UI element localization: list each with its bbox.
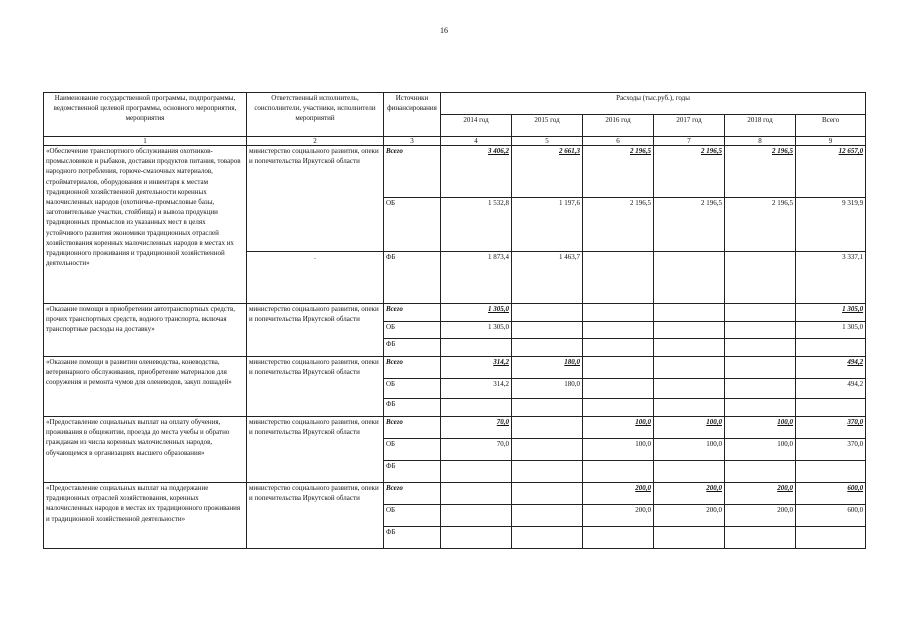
value-cell: 600,0 [796,483,866,505]
value-cell: 1 532,8 [441,198,512,252]
column-number: 7 [654,137,725,146]
value-cell: 1 873,4 [441,252,512,304]
value-cell [796,527,866,549]
table-row [44,357,866,379]
value-cell: 2 661,3 [512,146,583,198]
source-label: ОБ [384,439,441,461]
value-cell [512,527,583,549]
value-cell [654,322,725,339]
value-cell [654,379,725,399]
value-cell: 200,0 [583,505,654,527]
value-cell: 2 196,5 [654,198,725,252]
value-cell: 200,0 [583,483,654,505]
header-year: 2016 год [583,115,654,137]
value-cell [441,339,512,357]
value-cell [796,461,866,483]
value-cell: 1 305,0 [796,304,866,322]
value-cell: 9 319,9 [796,198,866,252]
value-cell: 1 463,7 [512,252,583,304]
value-cell [796,399,866,417]
value-cell [512,483,583,505]
column-number: 4 [441,137,512,146]
source-label: Всего [384,417,441,439]
mark-cell: . [247,252,384,304]
value-cell: 12 657,0 [796,146,866,198]
value-cell [583,379,654,399]
value-cell [583,252,654,304]
source-label: Всего [384,483,441,505]
value-cell: 2 196,5 [725,146,796,198]
value-cell [725,339,796,357]
value-cell [725,252,796,304]
value-cell [583,339,654,357]
table-row [44,304,866,322]
value-cell [654,304,725,322]
program-name: «Оказание помощи в развитии оленеводства, коневодства, ветеринарного обслуживания, приобретение материалов для сооружения и ремонта чумов для оленеводов, закуп лошадей» [44,357,247,417]
value-cell [441,483,512,505]
value-cell [512,339,583,357]
value-cell: 3 337,1 [796,252,866,304]
column-number: 1 [44,137,247,146]
value-cell [512,399,583,417]
value-cell: 100,0 [725,417,796,439]
source-label: ОБ [384,198,441,252]
source-label: ФБ [384,252,441,304]
source-label: Всего [384,357,441,379]
value-cell [441,399,512,417]
value-cell [654,252,725,304]
value-cell: 200,0 [654,505,725,527]
value-cell [583,527,654,549]
value-cell: 70,0 [441,417,512,439]
column-number: 3 [384,137,441,146]
value-cell [512,505,583,527]
value-cell [583,399,654,417]
value-cell [512,322,583,339]
source-label: ОБ [384,379,441,399]
value-cell [583,322,654,339]
value-cell [654,357,725,379]
header-sources: Источники финансирования [384,93,441,137]
value-cell: 2 196,5 [725,198,796,252]
value-cell [725,304,796,322]
value-cell [512,461,583,483]
value-cell: 1 197,6 [512,198,583,252]
column-number-row [44,137,866,146]
value-cell [654,461,725,483]
value-cell: 3 406,2 [441,146,512,198]
table-row [44,483,866,505]
header-expenses: Расходы (тыс.руб.), годы [441,93,866,115]
header-total: Всего [796,115,866,137]
value-cell: 2 196,5 [583,198,654,252]
column-number: 9 [796,137,866,146]
value-cell: 100,0 [654,417,725,439]
column-number: 2 [247,137,384,146]
header-executor: Ответственный исполнитель, соисполнители, участники, исполнители мероприятий [247,93,384,137]
executor-name: министерство социального развития, опеки и попечительства Иркутской области [247,304,384,357]
program-name: «Оказание помощи в приобретении автотранспортных средств, прочих транспортных средств, водного транспорта, включая транспортные расходы на доставку» [44,304,247,357]
table-row [44,417,866,439]
source-label: ФБ [384,527,441,549]
program-name: «Обеспечение транспортного обслуживания охотников-промысловиков и рыбаков, доставки продуктов питания, товаров народного потребления, горюче-смазочных материалов, стройматериалов, оборудования и инвентаря к местам традиционной хозяйственной деятельности коренных малочисленных народов (охотничье-промысловые базы, заготовительные участки, стойбища) и вывоза продукции традиционных промыслов из указанных мест в целях устойчивого развития экономики традиционных отраслей хозяйствования коренных малочисленных народов в местах их традиционного проживания и традиционной хозяйственной деятельности» [44,146,247,304]
value-cell: 2 196,5 [654,146,725,198]
source-label: ФБ [384,339,441,357]
value-cell: 100,0 [583,439,654,461]
value-cell [512,439,583,461]
value-cell: 370,0 [796,439,866,461]
value-cell [583,357,654,379]
value-cell [725,399,796,417]
value-cell: 200,0 [654,483,725,505]
value-cell [512,304,583,322]
value-cell: 100,0 [725,439,796,461]
value-cell: 200,0 [725,483,796,505]
program-name: «Предоставление социальных выплат на оплату обучения, проживания в общежитии, проезда до места учебы и обратно гражданам из числа коренных малочисленных народов, обучающемся в организациях высшего образования» [44,417,247,483]
value-cell [725,379,796,399]
value-cell: 200,0 [725,505,796,527]
executor-name: министерство социального развития, опеки и попечительства Иркутской области [247,417,384,483]
table-row [44,146,866,198]
value-cell [441,505,512,527]
value-cell: 494,2 [796,357,866,379]
source-label: ФБ [384,399,441,417]
value-cell [796,339,866,357]
column-number: 8 [725,137,796,146]
column-number: 6 [583,137,654,146]
column-number: 5 [512,137,583,146]
value-cell [654,527,725,549]
value-cell: 2 196,5 [583,146,654,198]
source-label: ОБ [384,322,441,339]
value-cell: 314,2 [441,357,512,379]
value-cell: 1 305,0 [441,304,512,322]
value-cell: 370,0 [796,417,866,439]
value-cell: 314,2 [441,379,512,399]
value-cell [441,461,512,483]
value-cell [441,527,512,549]
header-year: 2017 год [654,115,725,137]
value-cell [725,461,796,483]
source-label: Всего [384,146,441,198]
header-year: 2014 год [441,115,512,137]
value-cell: 494,2 [796,379,866,399]
value-cell: 70,0 [441,439,512,461]
value-cell: 1 305,0 [796,322,866,339]
executor-name: министерство социального развития, опеки и попечительства Иркутской области [247,357,384,417]
value-cell: 1 305,0 [441,322,512,339]
header-year: 2018 год [725,115,796,137]
value-cell: 180,0 [512,379,583,399]
value-cell [583,461,654,483]
budget-table [43,92,866,549]
header-program: Наименование государственной программы, подпрограммы, ведомственной целевой программы, основного мероприятия, мероприятия [44,93,247,137]
value-cell [725,322,796,339]
value-cell: 100,0 [583,417,654,439]
value-cell [583,304,654,322]
value-cell [654,339,725,357]
source-label: Всего [384,304,441,322]
value-cell [654,399,725,417]
page-number: 16 [440,26,448,35]
executor-name: министерство социального развития, опеки и попечительства Иркутской области [247,146,384,252]
value-cell [725,527,796,549]
header-year: 2015 год [512,115,583,137]
executor-name: министерство социального развития, опеки и попечительства Иркутской области [247,483,384,549]
source-label: ФБ [384,461,441,483]
value-cell: 600,0 [796,505,866,527]
value-cell [725,357,796,379]
value-cell: 180,0 [512,357,583,379]
program-name: «Предоставление социальных выплат на поддержание традиционных отраслей хозяйствования, коренных малочисленных народов в местах их традиционного проживания и традиционной хозяйственной деятельности» [44,483,247,549]
source-label: ОБ [384,505,441,527]
value-cell: 100,0 [654,439,725,461]
value-cell [512,417,583,439]
